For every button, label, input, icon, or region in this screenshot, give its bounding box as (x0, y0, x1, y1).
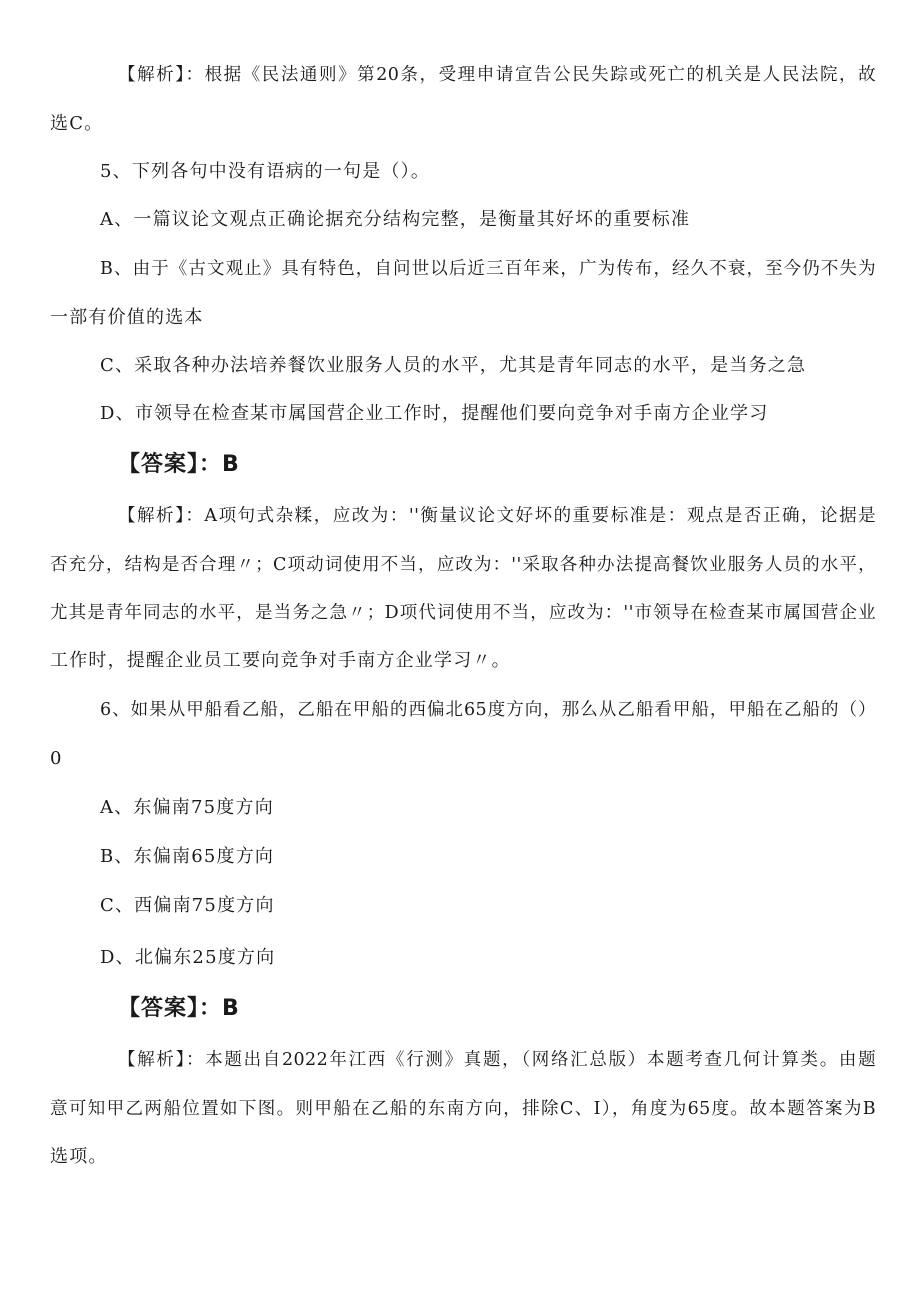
q6-analysis-line-3: 选项。 (50, 1146, 108, 1167)
q6-question-line-1: 6、如果从甲船看乙船，乙船在甲船的西偏北65度方向，那么从乙船看甲船，甲船在乙船的（） (100, 700, 876, 720)
q6-answer: 【答案】：B (118, 996, 240, 1021)
q5-analysis-line-3: 尤其是青年同志的水平，是当务之急〃；D项代词使用不当，应改为：''市领导在检查某市属国营企业 (50, 603, 876, 623)
q5-option-c: C、采取各种办法培养餐饮业服务人员的水平，尤其是青年同志的水平，是当务之急 (100, 355, 807, 376)
q6-option-d: D、北偏东25度方向 (100, 947, 276, 968)
q5-option-d: D、市领导在检查某市属国营企业工作时，提醒他们要向竞争对手南方企业学习 (100, 403, 769, 424)
q5-question: 5、下列各句中没有语病的一句是（）。 (100, 161, 431, 182)
q5-answer: 【答案】：B (118, 452, 240, 477)
q6-analysis-line-2: 意可知甲乙两船位置如下图。则甲船在乙船的东南方向，排除C、I），角度为65度。故本题答案为B (50, 1099, 876, 1119)
q6-question-line-2: 0 (50, 748, 63, 769)
q5-analysis-line-1: 【解析】：A项句式杂糅，应改为：''衡量议论文好坏的重要标准是：观点是否正确，论据是 (118, 506, 876, 526)
q6-option-c: C、西偏南75度方向 (100, 895, 275, 916)
q6-analysis-line-1: 【解析】：本题出自2022年江西《行测》真题，（网络汇总版）本题考查几何计算类。由题 (118, 1050, 876, 1070)
q6-option-b: B、东偏南65度方向 (100, 846, 275, 867)
q5-option-b-line-2: 一部有价值的选本 (50, 307, 204, 328)
q4-analysis-line-1: 【解析】：根据《民法通则》第20条，受理申请宣告公民失踪或死亡的机关是人民法院，故 (118, 65, 876, 85)
q5-analysis-line-2: 否充分，结构是否合理〃；C项动词使用不当，应改为：''采取各种办法提高餐饮业服务人员的水平， (50, 555, 876, 575)
q4-analysis-line-2: 选C。 (50, 113, 104, 134)
q5-option-a: A、一篇议论文观点正确论据充分结构完整，是衡量其好坏的重要标准 (100, 209, 691, 230)
q5-option-b-line-1: B、由于《古文观止》具有特色，自问世以后近三百年来，广为传布，经久不衰，至今仍不失为 (100, 259, 876, 279)
q6-option-a: A、东偏南75度方向 (100, 797, 274, 818)
q5-analysis-line-4: 工作时，提醒企业员工要向竞争对手南方企业学习〃。 (50, 650, 511, 671)
